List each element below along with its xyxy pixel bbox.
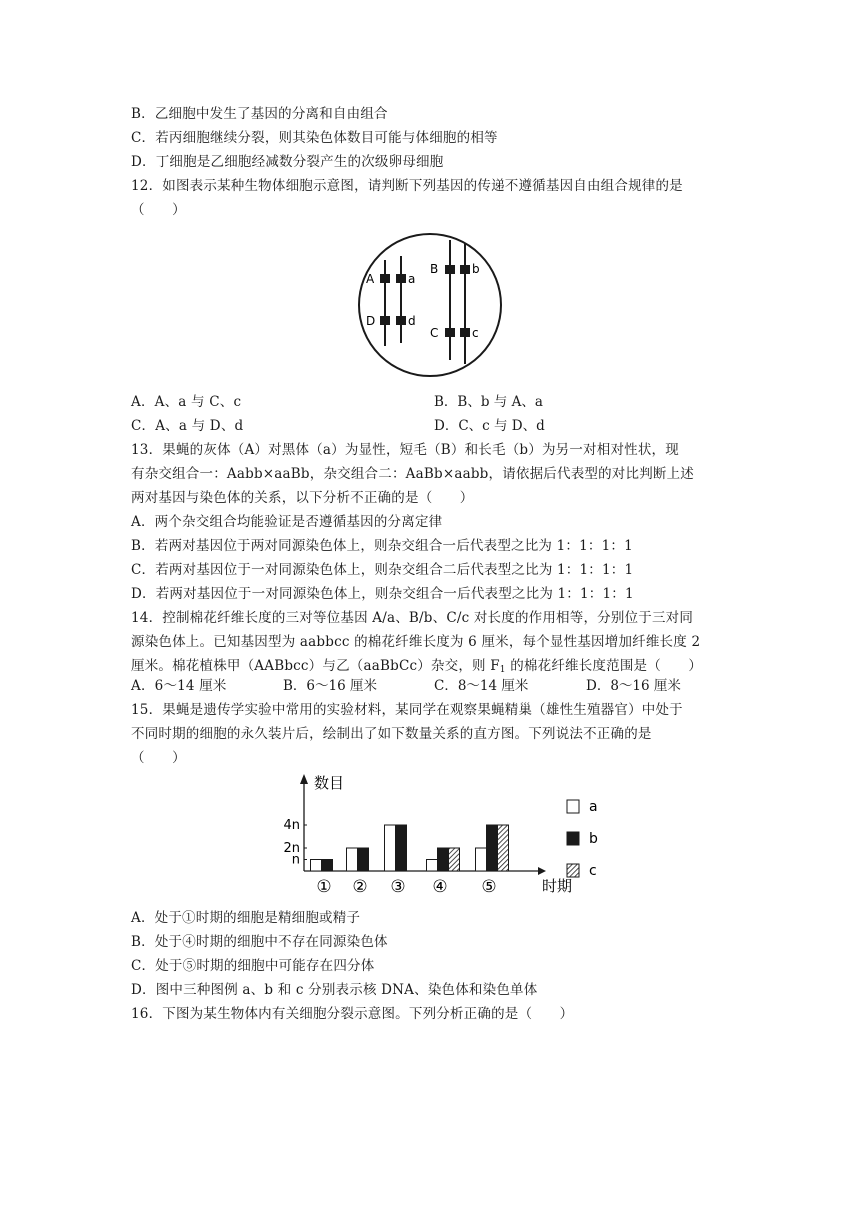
legend-swatch-b — [567, 832, 579, 845]
q12-option-d: D．C、c 与 D、d — [434, 418, 545, 434]
q13-option-b: B．若两对基因位于两对同源染色体上，则杂交组合一后代表型之比为 1：1：1：1 — [131, 538, 633, 554]
q15-stem-line-1: 15．果蝇是遗传学实验中常用的实验材料，某同学在观察果蝇精巢（雄性生殖器官）中处于 — [131, 702, 683, 718]
bar-a — [476, 848, 487, 871]
gene-locus — [460, 265, 470, 274]
legend-label-a: a — [589, 799, 598, 815]
bar-a — [347, 848, 358, 871]
category-label: ② — [352, 877, 368, 897]
q15-stem-line-2: 不同时期的细胞的永久装片后，绘制出了如下数量关系的直方图。下列说法不正确的是 — [131, 726, 652, 742]
q15-option-a: A．处于①时期的细胞是精细胞或精子 — [131, 910, 361, 926]
legend-swatch-c — [567, 864, 579, 877]
q15-option-d: D．图中三种图例 a、b 和 c 分别表示核 DNA、染色体和染色单体 — [131, 982, 538, 998]
q13-option-c: C．若两对基因位于一对同源染色体上，则杂交组合二后代表型之比为 1：1：1：1 — [131, 562, 634, 578]
y-tick-label: n — [291, 852, 300, 868]
bar-b — [438, 848, 449, 871]
bar-b — [487, 825, 498, 871]
bar-a — [311, 860, 322, 872]
q14-stem-line-1: 14．控制棉花纤维长度的三对等位基因 A/a、B/b、C/c 对长度的作用相等，分别位于三对同 — [131, 610, 694, 626]
bar-a — [385, 825, 396, 871]
q15-paren: （ ） — [131, 750, 186, 766]
category-label: ③ — [390, 877, 406, 897]
bar-b — [322, 860, 333, 872]
q14-option-a: A．6～14 厘米 — [131, 678, 227, 694]
gene-locus — [380, 316, 390, 325]
y-axis-label: 数目 — [314, 774, 345, 792]
gene-label: b — [472, 262, 480, 276]
gene-locus — [460, 328, 470, 337]
q12-option-c: C．A、a 与 D、d — [131, 418, 244, 434]
gene-label: c — [472, 326, 479, 340]
x-axis-label: 时期 — [542, 877, 573, 895]
gene-locus — [380, 274, 390, 283]
bar-b — [358, 848, 369, 871]
q12-option-a: A．A、a 与 C、c — [131, 394, 242, 410]
q12-paren: （ ） — [131, 202, 186, 218]
q13-stem-line-3: 两对基因与染色体的关系，以下分析不正确的是（ ） — [131, 490, 474, 506]
q15-option-c: C．处于⑤时期的细胞中可能存在四分体 — [131, 958, 375, 974]
legend-label-c: c — [589, 863, 597, 879]
q13-option-d: D．若两对基因位于一对同源染色体上，则杂交组合一后代表型之比为 1：1：1：1 — [131, 586, 634, 602]
legend-swatch-a — [567, 800, 579, 813]
cell-membrane — [359, 234, 501, 376]
q11-option-b: B．乙细胞中发生了基因的分离和自由组合 — [131, 106, 388, 122]
q11-option-d: D．丁细胞是乙细胞经减数分裂产生的次级卵母细胞 — [131, 154, 444, 170]
q16-stem: 16．下图为某生物体内有关细胞分裂示意图。下列分析正确的是（ ） — [131, 1006, 574, 1022]
gene-label: B — [430, 262, 439, 276]
legend-label-b: b — [589, 831, 598, 847]
y-tick-label: 2n — [283, 841, 300, 856]
category-label: ① — [316, 877, 332, 897]
y-tick-label: 4n — [283, 818, 300, 833]
q11-option-c: C．若丙细胞继续分裂，则其染色体数目可能与体细胞的相等 — [131, 130, 498, 146]
bar-chart — [270, 770, 610, 900]
q13-stem-line-1: 13．果蝇的灰体（A）对黑体（a）为显性，短毛（B）和长毛（b）为另一对相对性状，现 — [131, 442, 679, 458]
q14-stem-line-3: 厘米。棉花植株甲（AABbcc）与乙（aaBbCc）杂交，则 $F_1$ 的棉花纤维长度范围是（ ） — [131, 658, 703, 675]
gene-label: C — [430, 326, 439, 340]
bar-b — [396, 825, 407, 871]
y-axis-arrow — [300, 774, 308, 784]
q14-option-b: B．6～16 厘米 — [283, 678, 377, 694]
gene-locus — [396, 316, 406, 325]
x-axis-arrow — [538, 867, 546, 875]
q15-option-b: B．处于④时期的细胞中不存在同源染色体 — [131, 934, 388, 950]
gene-label: A — [366, 272, 375, 286]
cell-diagram — [355, 228, 505, 383]
category-label: ④ — [432, 877, 448, 897]
q12-option-b: B．B、b 与 A、a — [434, 394, 543, 410]
gene-label: D — [366, 314, 376, 328]
q12-stem: 12．如图表示某种生物体细胞示意图，请判断下列基因的传递不遵循基因自由组合规律的是 — [131, 178, 683, 194]
q13-stem-line-2: 有杂交组合一：Aabb×aaBb，杂交组合二：AaBb×aabb，请依据后代表型的对比判断上述 — [131, 466, 695, 482]
category-label: ⑤ — [481, 877, 497, 897]
q14-stem-line-2: 源染色体上。已知基因型为 aabbcc 的棉花纤维长度为 6 厘米，每个显性基因增加纤维长度 2 — [131, 634, 701, 650]
q14-option-c: C．8～14 厘米 — [434, 678, 529, 694]
bar-c — [449, 848, 460, 871]
q13-option-a: A．两个杂交组合均能验证是否遵循基因的分离定律 — [131, 514, 443, 530]
gene-locus — [445, 265, 455, 274]
q14-option-d: D．8～16 厘米 — [586, 678, 681, 694]
bar-c — [498, 825, 509, 871]
gene-locus — [445, 328, 455, 337]
gene-label: a — [408, 272, 416, 286]
gene-label: d — [408, 314, 416, 328]
bar-a — [427, 860, 438, 872]
gene-locus — [396, 274, 406, 283]
